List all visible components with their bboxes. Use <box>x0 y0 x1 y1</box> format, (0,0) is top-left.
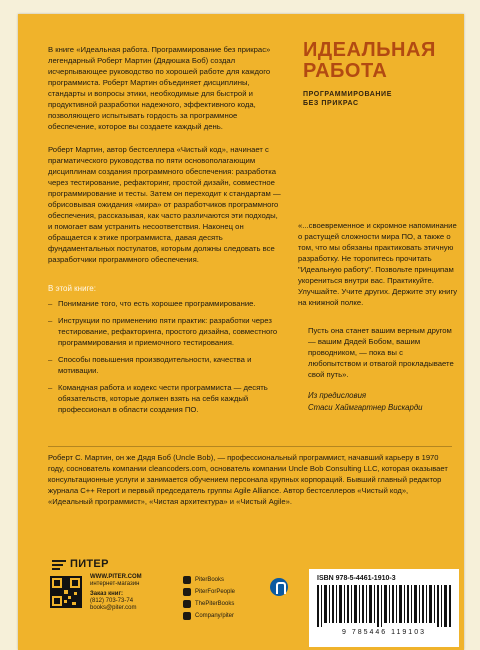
barcode-icon <box>317 585 451 627</box>
book-subtitle: ПРОГРАММИРОВАНИЕ БЕЗ ПРИКРАС <box>303 91 392 107</box>
list-title: В этой книге: <box>48 284 96 293</box>
bullet-icon: – <box>48 355 53 364</box>
description-paragraph-2: Роберт Мартин, автор бестселлера «Чистый код», начинает с прагматического руководства по пяти основополагающим дисциплинам создания программного обеспечения: разработка через тестирование, рефакторинг, простой дизайн, совместное программирование и тесты. Затем он переходит к стандартам — обрисовывая ожидания «мира» от разработчиков программного обеспечения, рассказывая, как часто различаются эти подходы, и помогает вам устранить несоответствия. Наконец он обращается к этике программиста, давая десять фундаментальных постулатов, которым должны следовать все разработчики программного обеспечения. <box>48 145 281 264</box>
author-bio: Роберт С. Мартин, он же Дядя Боб (Uncle Bob), — профессиональный программист, начавший карьеру в 1970 году, соснователь компании cleancoders.com, основатель компании Uncle Bob Consulting LLC, которая оказывает консультационные услуги и занимается обучением персонала крупных корпораций. Бывший главный редактор журнала C++ Report и первый председатель группы Agile Alliance. Автор бестселлеров «Чистый код», «Идеальный программист», «Чистая архитектура» и «Чистый Agile». <box>48 453 448 506</box>
book-back-cover <box>18 14 464 650</box>
youtube-icon <box>183 600 191 608</box>
publisher-contacts: WWW.PITER.COM интернет-магазин Заказ книг: (812) 703-73-74 books@piter.com <box>90 574 142 611</box>
description-paragraph-1: В книге «Идеальная работа. Программирование без прикрас» легендарный Роберт Мартин (Дядюшка Боб) создал исчерпывающее руководство по хорошей работе для каждого программиста. Роберт Мартин объединяет дисциплины, стандарты и вопросы этики, необходимые для быстрой и продуктивной разработки надежного, эффективного кода, позволяющего испытывать гордость за программное обеспечение, которое вы создаете каждый день. <box>48 45 271 131</box>
isbn-number: 9 785446 119103 <box>342 629 426 636</box>
quote-part-1: «...своевременное и скромное напоминание о растущей сложности мира ПО, а также о том, что мы обязаны практиковать этичную разработку. Не торопитесь прочитать "Идеальную работу". Позвольте принципам укорениться внутри вас. Практикуйте. Улучшайте. Учите других. Держите эту книгу на книжной полке. <box>298 221 458 307</box>
quote-source: Из предисловия Стаси Хаймгартнер Вискарди <box>308 391 423 412</box>
publisher-logo <box>52 558 142 574</box>
book-features-list <box>48 298 284 421</box>
publisher-name: ПИТЕР <box>70 558 109 570</box>
pearson-logo-icon <box>270 578 288 596</box>
list-item: – Понимание того, что есть хорошее программирование. <box>48 299 256 308</box>
social-item: Company/piter <box>183 610 293 622</box>
list-item: – Командная работа и кодекс чести программиста — десять обязательств, которые должен взять на себя каждый профессионал в области создания ПО. <box>48 383 268 414</box>
social-item: PiterForPeople <box>183 586 293 598</box>
quote-part-2: Пусть она станет вашим верным другом — вашим Дядей Бобом, вашим проводником, — пока вы с любопытством и отвагой прокладываете свой путь». <box>308 326 454 379</box>
isbn-label: ISBN 978-5-4461-1910-3 <box>317 575 396 582</box>
book-title: ИДЕАЛЬНАЯ РАБОТА <box>303 39 436 82</box>
publisher-mark-icon <box>52 560 66 572</box>
list-item: – Способы повышения производительности, качества и мотивации. <box>48 355 252 375</box>
social-item: ThePiterBooks <box>183 598 293 610</box>
linkedin-icon <box>183 612 191 620</box>
bullet-icon: – <box>48 383 53 392</box>
divider <box>48 446 452 447</box>
isbn-barcode-box <box>309 569 459 647</box>
vk-icon <box>183 576 191 584</box>
list-item: – Инструкции по применению пяти практик: разработки через тестирование, рефакторинга, простого дизайна, совместного программирования и приемочного тестирования. <box>48 316 278 347</box>
bullet-icon: – <box>48 316 53 325</box>
bullet-icon: – <box>48 299 53 308</box>
qr-code-icon <box>50 576 82 608</box>
instagram-icon <box>183 588 191 596</box>
social-item: PiterBooks <box>183 574 293 586</box>
